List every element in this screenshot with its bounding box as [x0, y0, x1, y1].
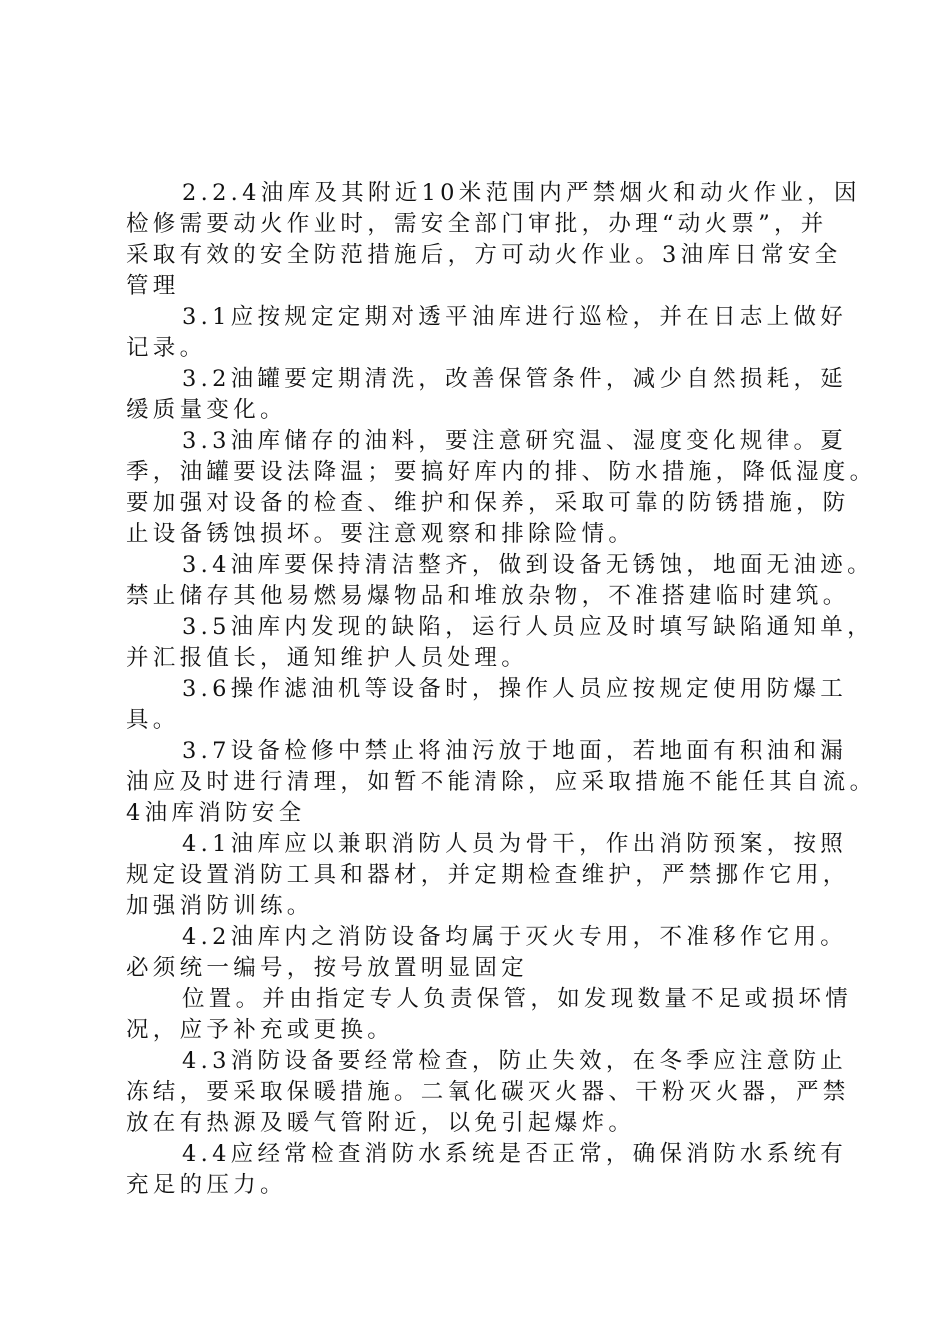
- text-line-12: 止设备锈蚀损坏。要注意观察和排除险情。: [126, 521, 636, 547]
- text-line-11: 要加强对设备的检查、维护和保养，采取可靠的防锈措施，防: [126, 490, 850, 516]
- text-line-16: 并汇报值长，通知维护人员处理。: [126, 645, 529, 671]
- text-line-23: 规定设置消防工具和器材，并定期检查维护，严禁挪作它用，: [126, 862, 850, 888]
- text-line-30: 冻结，要采取保暖措施。二氧化碳灭火器、干粉灭火器，严禁: [126, 1079, 850, 1105]
- text-line-32: 4.4应经常检查消防水系统是否正常，确保消防水系统有: [182, 1141, 848, 1167]
- text-line-6: 记录。: [126, 335, 207, 361]
- text-line-1: 2.2.4油库及其附近10米范围内严禁烟火和动火作业，因: [182, 180, 861, 206]
- section-heading-4: 4油库消防安全: [126, 800, 306, 826]
- text-line-13: 3.4油库要保持清洁整齐，做到设备无锈蚀，地面无油迹。: [182, 552, 874, 578]
- text-line-20: 油应及时进行清理，如暂不能清除，应采取措施不能任其自流。: [126, 769, 877, 795]
- text-line-17: 3.6操作滤油机等设备时，操作人员应按规定使用防爆工: [182, 676, 848, 702]
- text-line-33: 充足的压力。: [126, 1172, 287, 1198]
- text-line-8: 缓质量变化。: [126, 397, 287, 423]
- text-line-2: 检修需要动火作业时，需安全部门审批，办理“动火票”，并: [126, 211, 828, 237]
- text-line-3: 采取有效的安全防范措施后，方可动火作业。3油库日常安全: [126, 242, 842, 268]
- text-line-24: 加强消防训练。: [126, 893, 314, 919]
- text-line-18: 具。: [126, 707, 180, 733]
- text-line-25: 4.2油库内之消防设备均属于灭火专用，不准移作它用。: [182, 924, 848, 950]
- text-line-26: 必须统一编号，按号放置明显固定: [126, 955, 529, 981]
- text-line-14: 禁止储存其他易燃易爆物品和堆放杂物，不准搭建临时建筑。: [126, 583, 850, 609]
- text-line-22: 4.1油库应以兼职消防人员为骨干，作出消防预案，按照: [182, 831, 848, 857]
- text-line-15: 3.5油库内发现的缺陷，运行人员应及时填写缺陷通知单，: [182, 614, 874, 640]
- text-line-28: 况，应予补充或更换。: [126, 1017, 395, 1043]
- text-line-9: 3.3油库储存的油料，要注意研究温、湿度变化规律。夏: [182, 428, 848, 454]
- text-line-31: 放在有热源及暖气管附近，以免引起爆炸。: [126, 1110, 636, 1136]
- text-line-7: 3.2油罐要定期清洗，改善保管条件，减少自然损耗，延: [182, 366, 848, 392]
- text-line-19: 3.7设备检修中禁止将油污放于地面，若地面有积油和漏: [182, 738, 848, 764]
- text-line-4: 管理: [126, 273, 180, 299]
- text-line-29: 4.3消防设备要经常检查，防止失效，在冬季应注意防止: [182, 1048, 848, 1074]
- text-line-10: 季，油罐要设法降温；要搞好库内的排、防水措施，降低湿度。: [126, 459, 877, 485]
- text-line-5: 3.1应按规定定期对透平油库进行巡检，并在日志上做好: [182, 304, 848, 330]
- text-line-27: 位置。并由指定专人负责保管，如发现数量不足或损坏情: [182, 986, 853, 1012]
